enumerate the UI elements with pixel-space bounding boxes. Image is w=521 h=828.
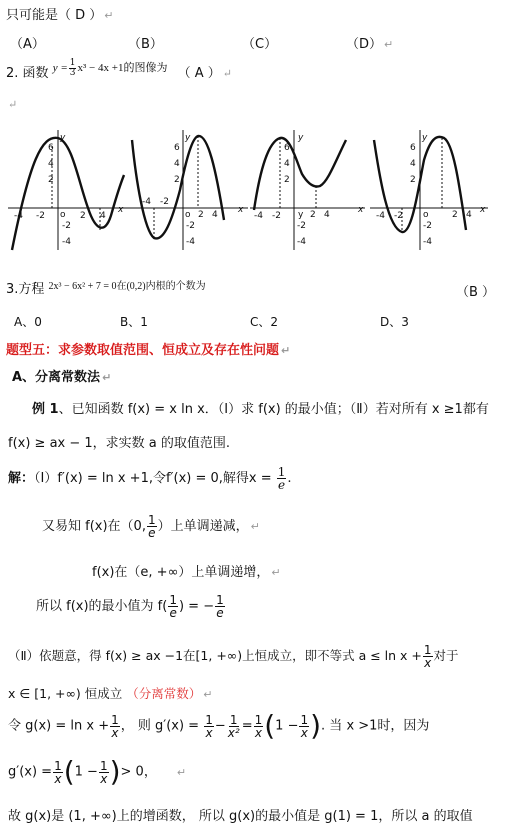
svg-text:x: x	[118, 205, 124, 215]
q2-fraction: $\frac{1}{3}$	[69, 58, 76, 78]
solution-line-5: （Ⅱ）依题意，得 f(x) ≥ ax −1在[1, +∞)上恒成立，即不等式 a ≤ ln x + $\frac{1}{x}$ 对于	[8, 643, 459, 670]
svg-text:o: o	[185, 210, 191, 220]
solution-line-4: 所以 f(x)的最小值为 f( $\frac{1}{e}$ ) = − $\frac{1}{e}$	[36, 593, 224, 620]
svg-text:y: y	[422, 133, 428, 143]
svg-text:2: 2	[452, 210, 458, 220]
q1-option-c: （C）	[242, 37, 278, 52]
svg-text:2: 2	[410, 175, 416, 185]
graph-options	[0, 120, 521, 260]
answer-line	[6, 4, 114, 23]
solution-label: 解：	[8, 471, 35, 486]
svg-text:4: 4	[466, 210, 472, 220]
svg-text:-2: -2	[36, 211, 45, 221]
svg-text:-4: -4	[423, 237, 432, 247]
svg-text:-2: -2	[394, 211, 403, 221]
q1-option-a: （A）	[10, 37, 45, 52]
q3-answer: （B ）	[456, 285, 496, 300]
svg-text:x: x	[238, 205, 244, 215]
svg-text:-2: -2	[160, 197, 169, 207]
svg-text:2: 2	[48, 175, 54, 185]
example-text-1: 、已知函数 f(x) = x ln x．（Ⅰ）求 f(x) 的最小值；（Ⅱ）若对所有 x ≥1都有	[58, 402, 489, 417]
svg-text:4: 4	[324, 210, 330, 220]
q2-stem: 2. 函数 $^{y =}$ $\frac{1}{3}$ $^{x^3 - 4x +1的图像为}$ （ A ） ↵	[6, 58, 232, 81]
svg-text:6: 6	[284, 143, 290, 153]
q2-formula-prefix: y =	[52, 62, 68, 74]
svg-text:-4: -4	[376, 211, 385, 221]
svg-text:-4: -4	[297, 237, 306, 247]
svg-text:y: y	[298, 133, 304, 143]
example-label: 例 1	[32, 402, 59, 417]
q1-option-d: （D） ↵	[346, 37, 394, 52]
svg-text:4: 4	[284, 159, 290, 169]
svg-text:-2: -2	[423, 221, 432, 231]
answer-text: 只可能是（ D ）	[6, 8, 103, 23]
svg-text:x: x	[358, 205, 364, 215]
svg-text:-4: -4	[142, 197, 151, 207]
svg-text:6: 6	[410, 143, 416, 153]
svg-text:6: 6	[174, 143, 180, 153]
graph-a	[8, 130, 128, 250]
q1-option-b: （B）	[128, 37, 163, 52]
solution-line-3: f(x)在（e, +∞）上单调递增， ↵	[92, 565, 281, 580]
svg-text:4: 4	[212, 210, 218, 220]
svg-text:2: 2	[80, 211, 86, 221]
method-subtitle: A、分离常数法 ↵	[12, 370, 112, 385]
solution-line-8: g′(x) = $\frac{1}{x}$ (1 − $\frac{1}{x}$ )> 0， ↵	[8, 755, 187, 788]
q3-stem	[6, 278, 206, 297]
return-mark-icon: ↵	[8, 98, 18, 111]
example-line-1	[32, 398, 489, 417]
graph-b	[128, 130, 248, 250]
q3-option-d: D、3	[380, 315, 409, 329]
svg-text:y: y	[185, 133, 191, 143]
q2-answer: （ A ）	[177, 66, 221, 81]
hint-separate-constant: （分离常数）	[126, 686, 202, 701]
q2-formula-rest: x³ − 4x +1的图像为	[77, 62, 168, 74]
svg-text:-4: -4	[14, 211, 23, 221]
svg-text:-4: -4	[254, 211, 263, 221]
svg-text:-4: -4	[62, 237, 71, 247]
svg-text:x: x	[480, 205, 486, 215]
q2-label: 2. 函数	[6, 66, 49, 81]
svg-text:4: 4	[100, 211, 106, 221]
solution-line-9: 故 g(x)是 (1, +∞)上的增函数， 所以 g(x)的最小值是 g(1) = 1，所以 a 的取值	[8, 809, 473, 824]
svg-text:2: 2	[174, 175, 180, 185]
q3-option-b: B、1	[120, 315, 148, 329]
graph-d	[370, 130, 488, 250]
section-title: 题型五：求参数取值范围、恒成立及存在性问题 ↵	[6, 343, 291, 358]
solution-line-7: 令 g(x) = ln x + $\frac{1}{x}$ ， 则 g′(x) = $\frac{1}{x}$ − $\frac{1}{\text{x²}}$ = $\frac{1}{x}$ (1 − $\frac{1}{x}$ ). 当 x >1时，因为	[8, 709, 430, 742]
svg-text:2: 2	[310, 210, 316, 220]
q3-option-c: C、2	[250, 315, 279, 329]
svg-text:-2: -2	[186, 221, 195, 231]
example-line-2: f(x) ≥ ax − 1，求实数 a 的取值范围.	[8, 436, 231, 451]
svg-text:-4: -4	[186, 237, 195, 247]
svg-text:o: o	[60, 210, 66, 220]
svg-text:-2: -2	[297, 221, 306, 231]
svg-text:4: 4	[48, 159, 54, 169]
svg-text:2: 2	[198, 210, 204, 220]
q3-option-a: A、0	[14, 315, 42, 329]
svg-text:y: y	[298, 210, 304, 220]
svg-text:o: o	[423, 210, 429, 220]
graph-c	[250, 130, 365, 250]
solution-line-2: 又易知 f(x)在（0, $\frac{1}{e}$ ）上单调递减， ↵	[42, 513, 260, 540]
q3-label: 3.方程	[6, 282, 45, 297]
solution-line-1: 解：（Ⅰ）f′(x) = ln x +1,令f′(x) = 0,解得x = $\frac{1}{e}$ .	[8, 465, 292, 492]
solution-line-6: x ∈ [1, +∞) 恒成立 （分离常数） ↵	[8, 686, 213, 701]
svg-text:-2: -2	[272, 211, 281, 221]
svg-text:4: 4	[410, 159, 416, 169]
svg-text:2: 2	[284, 175, 290, 185]
svg-text:-2: -2	[62, 221, 71, 231]
q3-equation: 2x³ − 6x² + 7 = 0在(0,2)内根的个数为	[48, 281, 206, 292]
return-mark-icon: ↵	[104, 9, 114, 22]
svg-text:4: 4	[174, 159, 180, 169]
svg-text:y: y	[60, 133, 66, 143]
svg-text:6: 6	[48, 143, 54, 153]
